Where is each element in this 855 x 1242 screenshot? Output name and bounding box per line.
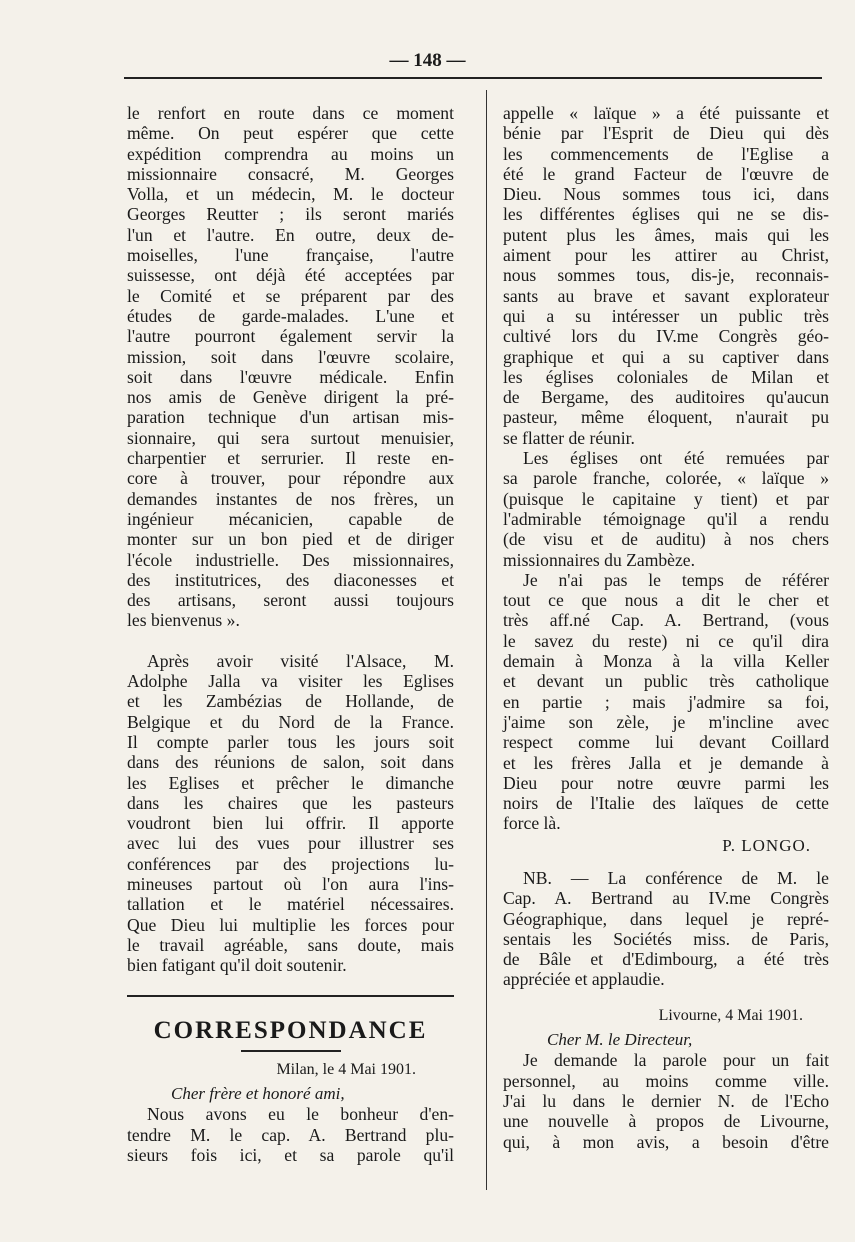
text-line: les églises coloniales de Milan et <box>503 366 829 387</box>
text-line: Je demande la parole pour un fait <box>523 1050 829 1071</box>
left-paragraph-3 <box>127 1104 454 1165</box>
text-line: se flatter de réunir. <box>503 427 635 448</box>
text-line: graphique et qui a su captiver dans <box>503 346 829 367</box>
text-line: aiment pour les attirer au Christ, <box>503 245 829 266</box>
text-line: ingénieur mécanicien, capable de <box>127 508 454 529</box>
text-line: nos amis de Genève dirigent la pré- <box>127 387 454 408</box>
text-line: moiselles, l'une française, l'autre <box>127 245 454 266</box>
text-line: respect comme lui devant Coillard <box>503 732 829 753</box>
text-line: en partie ; mais j'admire sa foi, <box>503 691 829 712</box>
text-line: Belgique et du Nord de la France. <box>127 711 454 732</box>
text-line: une nouvelle à propos de Livourne, <box>503 1111 829 1132</box>
text-line: sionnaire, qui sera surtout menuisier, <box>127 427 454 448</box>
text-line: (puisque le capitaine y tient) et par <box>503 488 829 509</box>
text-line: appréciée et applaudie. <box>503 969 665 990</box>
text-line: demain à Monza à la villa Keller <box>503 651 829 672</box>
text-line: les commencements de l'Eglise a <box>503 143 829 164</box>
text-line: les bienvenus ». <box>127 610 240 631</box>
right-paragraph-3 <box>503 570 829 834</box>
header-rule <box>124 77 822 79</box>
text-line: Georges Reutter ; ils seront mariés <box>127 204 454 225</box>
right-column <box>503 103 829 1152</box>
text-line: le renfort en route dans ce moment <box>127 103 454 123</box>
text-line: tendre M. le cap. A. Bertrand plu- <box>127 1124 454 1145</box>
text-line: Il compte parler tous les jours soit <box>127 731 454 752</box>
text-line: Après avoir visité l'Alsace, M. <box>147 650 454 671</box>
text-line: appelle « laïque » a été puissante et <box>503 103 829 123</box>
right-paragraph-4 <box>503 1050 829 1151</box>
text-line: force là. <box>503 813 561 834</box>
text-line: putent plus les âmes, mais qui les <box>503 224 829 245</box>
text-line: conférences par des projections lu- <box>127 853 454 874</box>
text-line: dans les chaires que les pasteurs <box>127 792 454 813</box>
text-line: Cap. A. Bertrand au IV.me Congrès <box>503 888 829 909</box>
text-line: bénie par l'Esprit de Dieu qui dès <box>503 123 829 144</box>
text-line: Géographique, dans lequel je repré- <box>503 908 829 929</box>
text-line: sentais les Sociétés miss. de Paris, <box>503 928 829 949</box>
text-line: monter sur un bon pied et de diriger <box>127 529 454 550</box>
text-line: et devant un public très catholique <box>503 671 829 692</box>
paragraph-gap <box>503 856 829 868</box>
text-line: le Comité et se préparent par des <box>127 285 454 306</box>
left-paragraph-1 <box>127 103 454 631</box>
text-line: et les frères Jalla et je demande à <box>503 752 829 773</box>
text-line: dans des réunions de salon, soit dans <box>127 752 454 773</box>
text-line: qui a su intéresser un public très <box>503 305 829 326</box>
text-line: avec lui des vues pour illustrer ses <box>127 833 454 854</box>
section-rule <box>127 995 454 997</box>
text-line: mission, soit dans l'œuvre scolaire, <box>127 346 454 367</box>
text-line: l'admirable témoignage qu'il a rendu <box>503 508 829 529</box>
column-divider <box>486 90 487 1190</box>
text-line: sa parole franche, colorée, « laïque » <box>503 468 829 489</box>
text-line: expédition comprendra au moins un <box>127 143 454 164</box>
text-line: les différentes églises qui ne se dis- <box>503 204 829 225</box>
page-number: — 148 — <box>389 50 466 71</box>
left-column <box>127 103 454 1165</box>
text-line: qui, à mon avis, a besoin d'être <box>503 1131 829 1152</box>
nota-bene <box>503 868 829 990</box>
right-paragraph-2 <box>503 448 829 570</box>
text-line: NB. — La conférence de M. le <box>523 867 829 888</box>
text-line: mineuses partout où l'on aura l'ins- <box>127 873 454 894</box>
letter-salutation-2: Cher M. le Directeur, <box>547 1030 693 1050</box>
text-line: même. On peut espérer que cette <box>127 123 454 144</box>
text-line: charpentier et serrurier. Il reste en- <box>127 448 454 469</box>
letter-dateline: Milan, le 4 Mai 1901. <box>276 1060 416 1078</box>
text-line: l'autre pourront également servir la <box>127 326 454 347</box>
text-line: l'école industrielle. Des missionnaires, <box>127 549 454 570</box>
letter-salutation: Cher frère et honoré ami, <box>171 1084 345 1104</box>
left-paragraph-2 <box>127 651 454 976</box>
text-line: missionnaires du Zambèze. <box>503 549 696 570</box>
text-line: Nous avons eu le bonheur d'en- <box>147 1104 454 1125</box>
text-line: Volla, et un médecin, M. le docteur <box>127 184 454 205</box>
text-line: de Bâle et d'Edimbourg, a été très <box>503 949 829 970</box>
text-line: suissesse, ont déjà été acceptées par <box>127 265 454 286</box>
text-line: cultivé lors du IV.me Congrès géo- <box>503 326 829 347</box>
text-line: Adolphe Jalla va visiter les Eglises <box>127 671 454 692</box>
text-line: les Eglises et prêcher le dimanche <box>127 772 454 793</box>
text-line: pasteur, même éloquent, n'aurait pu <box>503 407 829 428</box>
text-line: été le grand Facteur de l'œuvre de <box>503 163 829 184</box>
text-line: J'ai lu dans le dernier N. de l'Echo <box>503 1090 829 1111</box>
text-line: demandes instantes de nos frères, un <box>127 488 454 509</box>
text-line: et les Zambézias de Hollande, de <box>127 691 454 712</box>
text-line: Dieu pour notre œuvre parmi les <box>503 772 829 793</box>
text-line: Dieu. Nous sommes tous ici, dans <box>503 184 829 205</box>
text-line: voudront bien lui offrir. Il apporte <box>127 813 454 834</box>
title-ornament <box>241 1050 341 1052</box>
text-line: tout ce que nous a dit le cher et <box>503 590 829 611</box>
text-line: personnel, au moins comme ville. <box>503 1070 829 1091</box>
text-line: nous sommes tous, dis-je, reconnais- <box>503 265 829 286</box>
text-line: (de visu et de auditu) à nos chers <box>503 529 829 550</box>
section-title: CORRESPONDANCE <box>153 1017 428 1045</box>
text-line: missionnaire consacré, M. Georges <box>127 163 454 184</box>
text-line: Les églises ont été remuées par <box>523 448 829 469</box>
text-line: j'aime son zèle, je m'incline avec <box>503 711 829 732</box>
text-line: de Bergame, des auditoires qu'aucun <box>503 387 829 408</box>
letter-dateline-2: Livourne, 4 Mai 1901. <box>658 1006 803 1024</box>
text-line: études de garde-malades. L'une et <box>127 305 454 326</box>
text-line: paration technique d'un artisan mis- <box>127 407 454 428</box>
text-line: core à trouver, pour répondre aux <box>127 468 454 489</box>
text-line: noirs de l'Italie des laïques de cette <box>503 793 829 814</box>
text-line: des artisans, seront aussi toujours <box>127 590 454 611</box>
text-line: très aff.né Cap. A. Bertrand, (vous <box>503 610 829 631</box>
text-line: des institutrices, des diaconesses et <box>127 569 454 590</box>
text-line: bien fatigant qu'il doit soutenir. <box>127 955 347 976</box>
text-line: l'un et l'autre. En outre, deux de- <box>127 224 454 245</box>
text-line: sants au brave et savant explorateur <box>503 285 829 306</box>
text-line: le travail agréable, sans doute, mais <box>127 934 454 955</box>
text-line: sieurs fois ici, et sa parole qu'il <box>127 1144 454 1165</box>
right-paragraph-1 <box>503 103 829 448</box>
text-line: soit dans l'œuvre médicale. Enfin <box>127 366 454 387</box>
text-line: Je n'ai pas le temps de référer <box>523 569 829 590</box>
text-line: le savez du reste) ni ce qu'il dira <box>503 630 829 651</box>
text-line: tallation et le matériel nécessaires. <box>127 894 454 915</box>
signature: P. LONGO. <box>722 835 811 855</box>
paragraph-gap <box>127 631 454 651</box>
text-line: Que Dieu lui multiplie les forces pour <box>127 914 454 935</box>
